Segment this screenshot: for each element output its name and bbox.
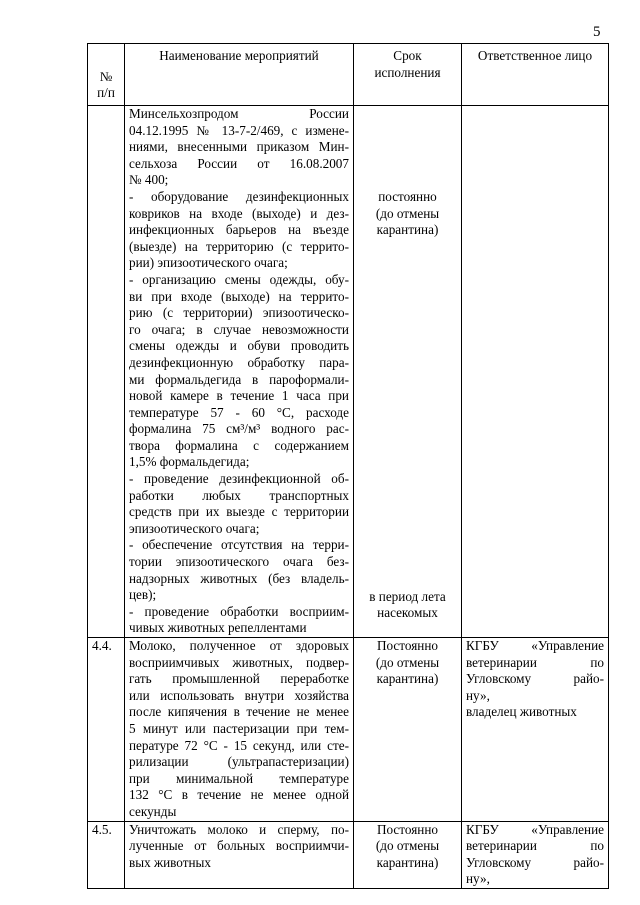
text-line: Молоко, полученное от здоровых (129, 638, 349, 653)
row-num-cell: 4.5. (88, 821, 125, 888)
term-spacer (358, 239, 457, 589)
text-line: цев); (129, 587, 157, 603)
text-line: пературе 72 °С - 15 секунд, или сте- (129, 737, 349, 753)
text-line: восприимчивых животных, подвер- (129, 654, 349, 670)
term-line: карантина) (376, 671, 439, 687)
row-text-cell (125, 106, 354, 638)
text-line: - оборудование дезинфекционных (129, 188, 349, 204)
text-line: Уничтожать молоко и сперму, по- (129, 821, 349, 837)
text-line: рии) эпизоотического очага; (129, 255, 288, 271)
text-line: новой камере в течение 1 часа при (129, 388, 349, 404)
resp-line: ветеринарии по (466, 654, 604, 670)
text-line: работки любых транспортных (129, 487, 349, 503)
text-line: Минсельхозпродом России (129, 106, 349, 121)
text-line: ми формальдегида в пароформали- (129, 371, 349, 387)
row-text-cell (125, 638, 354, 822)
term-line: (до отмены (375, 838, 440, 854)
text-line: рилизации (ультрапастеризации) (129, 754, 349, 770)
resp-line: Угловскому райо- (466, 671, 604, 687)
header-num-label: № (99, 68, 113, 84)
row-term-cell (354, 638, 462, 822)
row-num-cell (88, 106, 125, 638)
text-line: гать промышленной переработке (129, 671, 349, 687)
term-line: (до отмены (375, 205, 440, 221)
text-line: 132 °С в течение не менее одной (129, 787, 349, 803)
row-resp-cell (462, 106, 609, 638)
text-line: - проведение обработки восприим- (129, 603, 349, 619)
header-name-cell (125, 44, 354, 106)
text-line: дезинфекционную обработку пара- (129, 354, 349, 370)
row-resp-cell (462, 638, 609, 822)
resp-line: ну», (466, 687, 490, 703)
text-line: или использовать внутри хозяйства (129, 687, 349, 703)
text-line: - проведение дезинфекционной об- (129, 471, 349, 487)
table-row (88, 638, 609, 822)
table-row (88, 106, 609, 638)
resp-line: ну», (466, 871, 490, 887)
header-term-cell (354, 44, 462, 106)
text-line: го очага; в случае невозможности (129, 321, 349, 337)
row-term-cell (354, 821, 462, 888)
resp-line: ветеринарии по (466, 838, 604, 854)
term-line: Постоянно (376, 821, 438, 837)
text-line: ниями, внесенными приказом Мин- (129, 139, 349, 155)
text-line: эпизоотического очага; (129, 520, 260, 536)
table-row (88, 821, 609, 888)
text-line: чивых животных репеллентами (129, 620, 307, 636)
resp-line: КГБУ «Управление (466, 821, 604, 837)
text-line: сельхоза России от 16.08.2007 (129, 155, 349, 171)
resp-line: владелец животных (466, 704, 577, 720)
term-line: постоянно (378, 189, 437, 204)
header-resp-label: Ответственное лицо (477, 48, 593, 63)
text-line: (выезде) на территорию (с террито- (129, 238, 349, 254)
text-line: после кипячения в течение не менее (129, 704, 349, 720)
text-line: температуре 57 - 60 °С, расходе (129, 404, 349, 420)
resp-line: Угловскому райо- (466, 854, 604, 870)
text-line: формалина 75 см³/м³ водного рас- (129, 421, 349, 437)
header-name-label: Наименование мероприятий (159, 48, 319, 63)
text-line: секунды (129, 803, 177, 819)
text-line: надзорных животных (без владель- (129, 570, 349, 586)
resp-line: КГБУ «Управление (466, 638, 604, 653)
term-line: (до отмены (375, 654, 440, 670)
text-line: смены одежды и обуви проводить (129, 338, 349, 354)
row-num-cell: 4.4. (88, 638, 125, 822)
term-spacer (358, 106, 457, 189)
page-number: 5 (593, 24, 601, 40)
term-line: насекомых (377, 605, 438, 621)
text-line: ви при входе (выходе) на террито- (129, 288, 349, 304)
text-line: инфекционных барьеров на въезде (129, 222, 349, 238)
table-header-row (88, 44, 609, 106)
header-resp-cell (462, 44, 609, 106)
text-line: ковриков на входе (выходе) и дез- (129, 205, 349, 221)
header-term-label: исполнения (374, 64, 441, 80)
text-line: 5 минут или пастеризации при тем- (129, 720, 349, 736)
term-line: карантина) (376, 854, 439, 870)
text-line: лученные от больных восприимчи- (129, 838, 349, 854)
row-resp-cell (462, 821, 609, 888)
header-num-cell (88, 44, 125, 106)
header-term-label: Срок (393, 48, 422, 63)
text-line: вых животных (129, 854, 211, 870)
text-line: тории эпизоотического очага без- (129, 554, 349, 570)
text-line: рию (с территории) эпизоотическо- (129, 305, 349, 321)
text-line: 04.12.1995 № 13-7-2/469, с измене- (129, 122, 349, 138)
text-line: 1,5% формальдегида; (129, 454, 250, 470)
row-text-cell (125, 821, 354, 888)
text-line: - организацию смены одежды, обу- (129, 271, 349, 287)
text-line: при минимальной температуре (129, 770, 349, 786)
term-line: Постоянно (376, 638, 438, 653)
measures-table (87, 43, 609, 889)
row-term-cell (354, 106, 462, 638)
term-line: карантина) (376, 222, 439, 238)
header-num-label: п/п (97, 85, 115, 101)
text-line: средств при их выезде с территории (129, 504, 349, 520)
text-line: № 400; (129, 172, 169, 188)
text-line: - обеспечение отсутствия на терри- (129, 537, 349, 553)
term-line: в период лета (369, 588, 446, 604)
text-line: твора формалина с содержанием (129, 437, 349, 453)
